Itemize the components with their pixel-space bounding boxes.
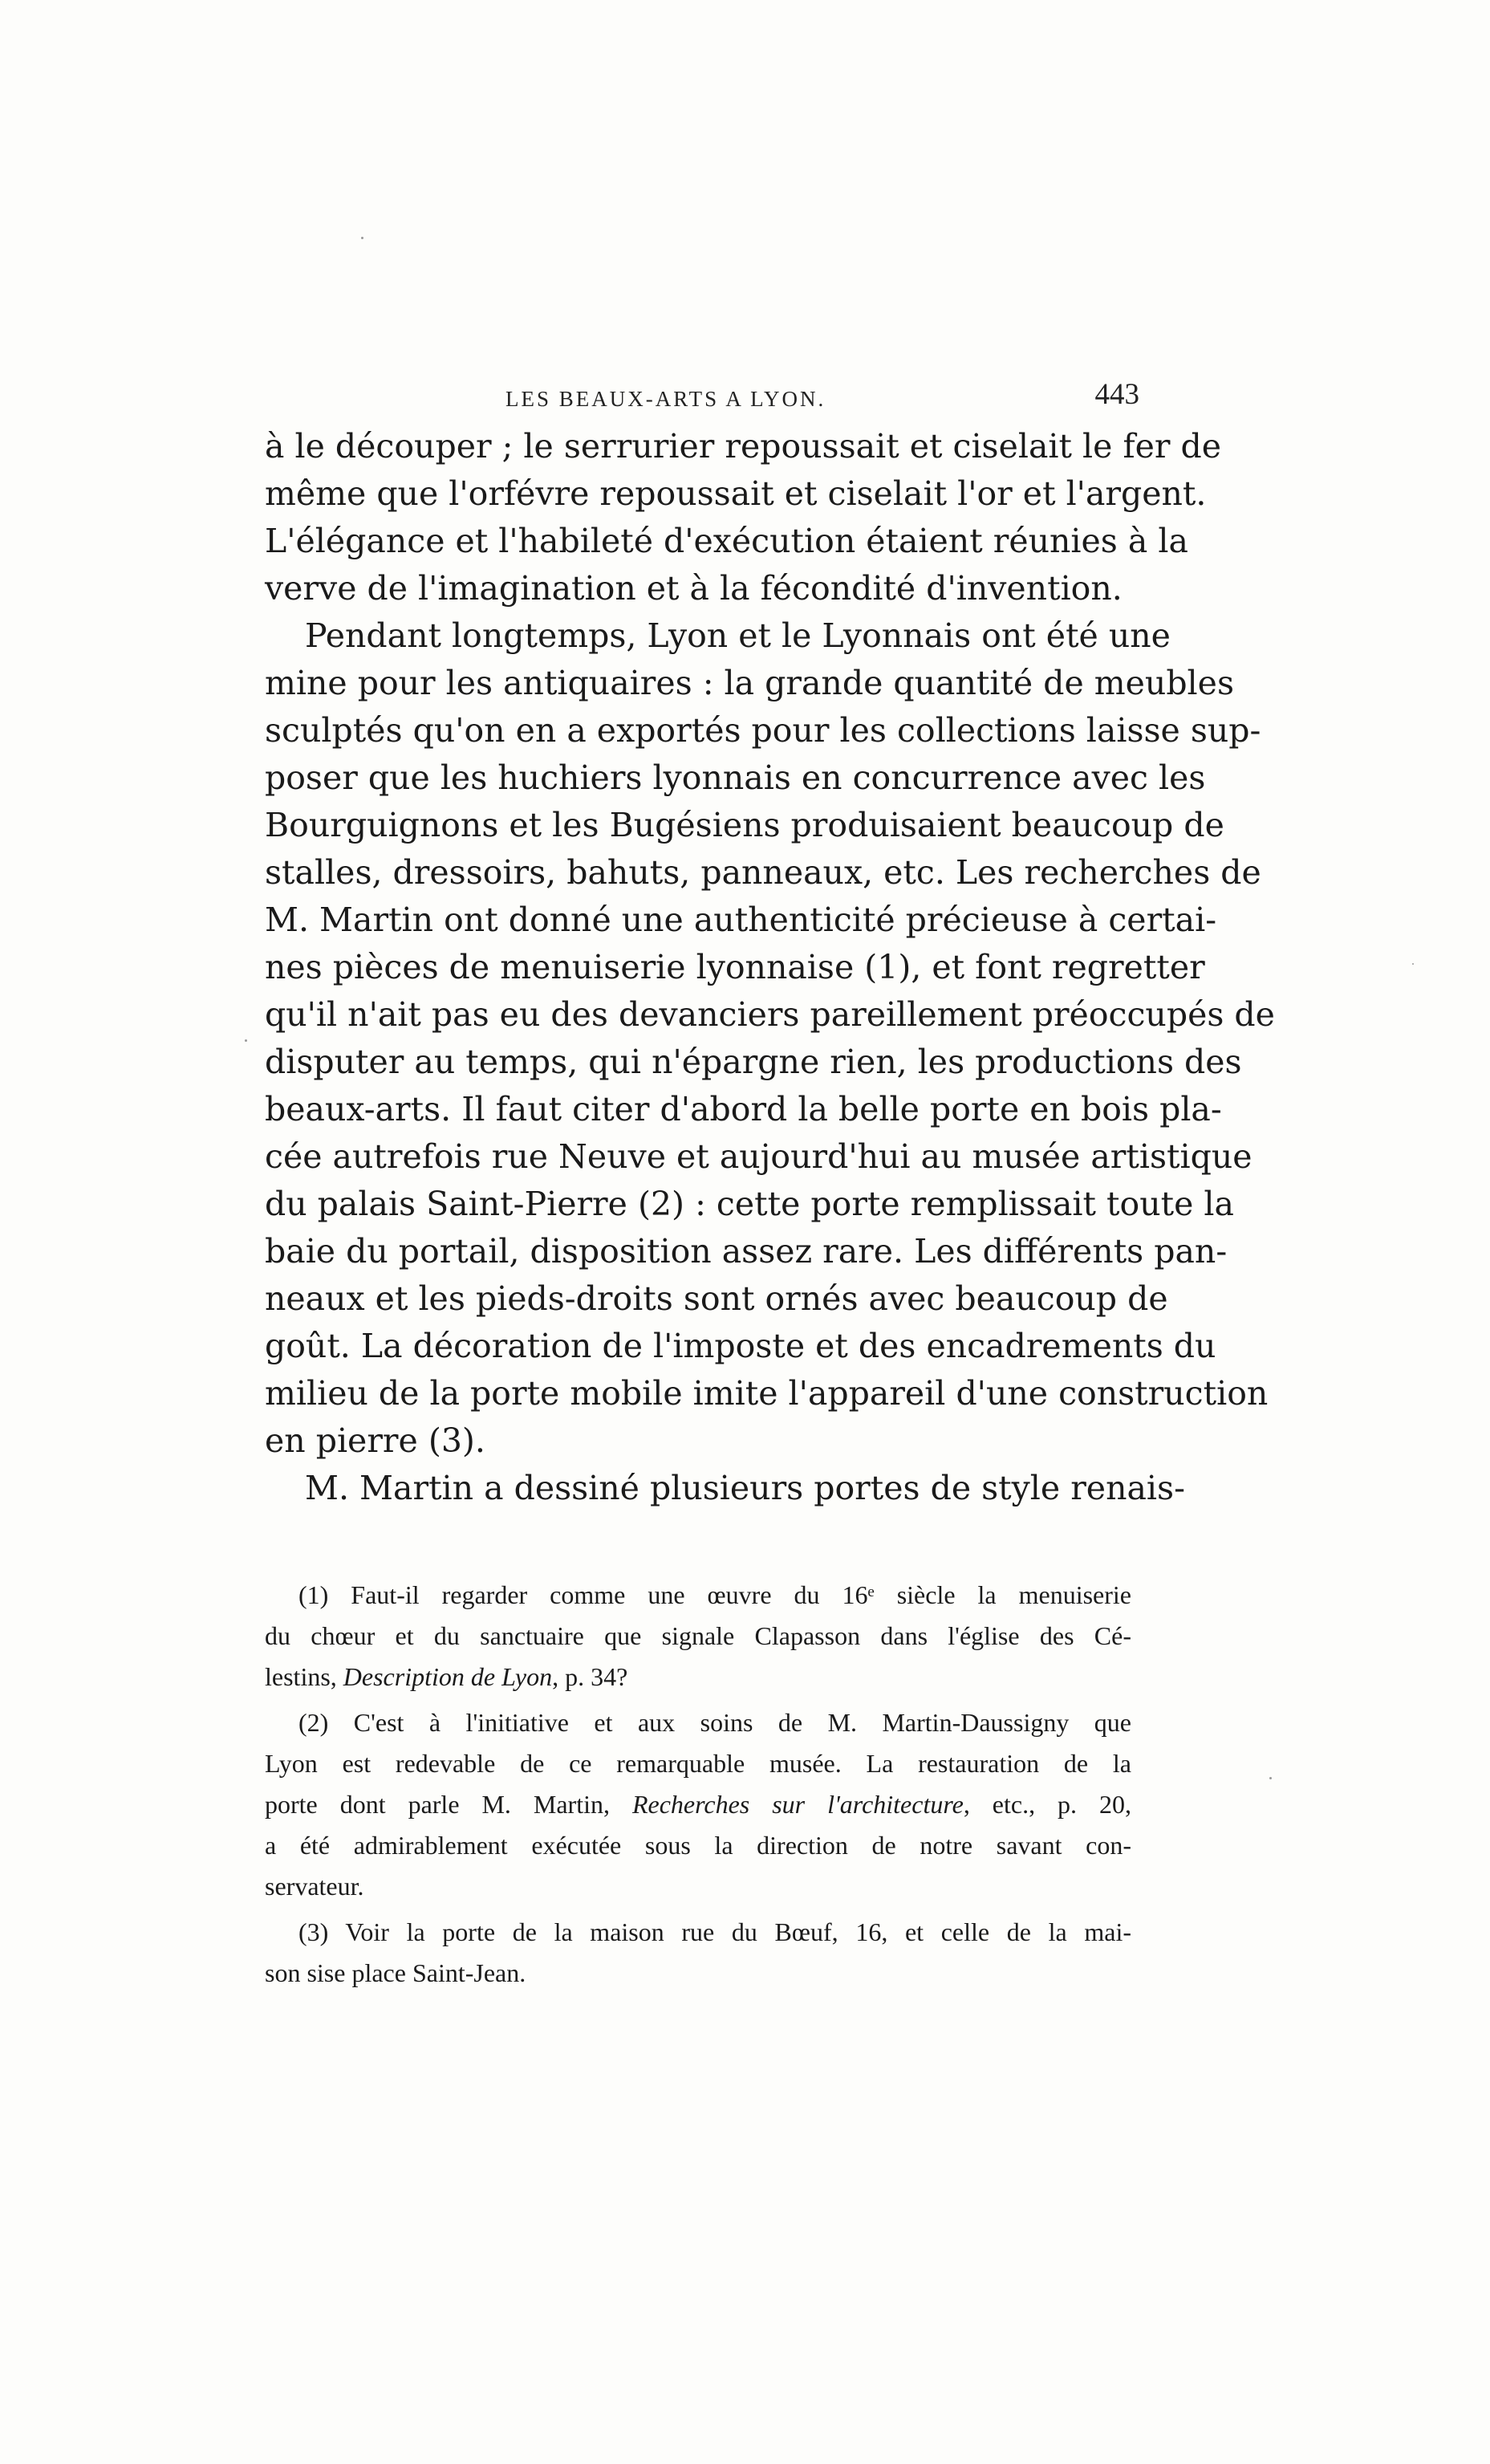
footnote-line: Lyon est redevable de ce remarquable musée. La restauration de la xyxy=(265,1749,1131,1778)
running-title: LES BEAUX-ARTS A LYON. xyxy=(505,387,826,411)
book-title-citation: Recherches sur l'architecture xyxy=(631,1790,964,1819)
text-line: verve de l'imagination et à la fécondité d'invention. xyxy=(265,569,1123,608)
text-line: L'élégance et l'habileté d'exécution étaient réunies à la xyxy=(265,522,1188,560)
text-line: neaux et les pieds-droits sont ornés avec beaucoup de xyxy=(265,1279,1168,1318)
text-line: qu'il n'ait pas eu des devanciers pareillement préoccupés de xyxy=(265,995,1275,1034)
main-text xyxy=(265,423,1275,1512)
text-line: sculptés qu'on en a exportés pour les collections laisse sup- xyxy=(265,711,1261,750)
text-line: disputer au temps, qui n'épargne rien, les productions des xyxy=(265,1043,1242,1081)
text-line: beaux-arts. Il faut citer d'abord la belle porte en bois pla- xyxy=(265,1090,1222,1128)
paper-speck xyxy=(1412,963,1414,965)
paper-speck xyxy=(245,1039,247,1042)
text-line: M. Martin ont donné une authenticité précieuse à certai- xyxy=(265,901,1217,939)
text-line: goût. La décoration de l'imposte et des encadrements du xyxy=(265,1327,1216,1365)
text-line: milieu de la porte mobile imite l'appareil d'une construction xyxy=(265,1374,1269,1413)
text-line: du palais Saint-Pierre (2) : cette porte remplissait toute la xyxy=(265,1185,1234,1223)
footnote-line xyxy=(265,1657,1131,1698)
page-header xyxy=(265,371,1155,419)
text-line: Bourguignons et les Bugésiens produisaient beaucoup de xyxy=(265,806,1224,844)
footnote-text: , p. 34? xyxy=(552,1662,628,1691)
text-line: poser que les huchiers lyonnais en concurrence avec les xyxy=(265,758,1206,797)
footnote-line: du chœur et du sanctuaire que signale Clapasson dans l'église des Cé- xyxy=(265,1621,1131,1650)
footnote-3 xyxy=(265,1912,1131,1994)
text-line: mine pour les antiquaires : la grande quantité de meubles xyxy=(265,664,1234,702)
page-number: 443 xyxy=(1094,378,1139,411)
text-line: cée autrefois rue Neuve et aujourd'hui au musée artistique xyxy=(265,1137,1252,1176)
footnote-line: servateur. xyxy=(265,1872,364,1901)
text-line: à le découper ; le serrurier repoussait et ciselait le fer de xyxy=(265,427,1222,466)
footnote-line: son sise place Saint-Jean. xyxy=(265,1958,526,1987)
paper-speck xyxy=(1269,1777,1272,1779)
footnote-line xyxy=(265,1784,1131,1825)
footnote-line: a été admirablement exécutée sous la direction de notre savant con- xyxy=(265,1831,1131,1860)
footnotes xyxy=(265,1575,1131,1994)
text-line: nes pièces de menuiserie lyonnaise (1), et font regretter xyxy=(265,948,1205,986)
text-line: baie du portail, disposition assez rare. Les différents pan- xyxy=(265,1232,1228,1271)
footnote-line: (3) Voir la porte de la maison rue du Bœuf, 16, et celle de la mai- xyxy=(298,1917,1131,1946)
footnote-text: porte dont parle M. Martin, xyxy=(265,1790,632,1819)
text-line: Pendant longtemps, Lyon et le Lyonnais ont été une xyxy=(305,616,1171,655)
footnote-line: (1) Faut-il regarder comme une œuvre du 16ᵉ siècle la menuiserie xyxy=(298,1580,1131,1609)
footnote-2 xyxy=(265,1702,1131,1907)
footnote-1 xyxy=(265,1575,1131,1698)
text-line: même que l'orfévre repoussait et ciselait l'or et l'argent. xyxy=(265,474,1207,513)
text-line: stalles, dressoirs, bahuts, panneaux, etc. Les recherches de xyxy=(265,853,1261,892)
text-line: M. Martin a dessiné plusieurs portes de style renais- xyxy=(305,1469,1185,1507)
paper-speck xyxy=(361,237,363,239)
text-line: en pierre (3). xyxy=(265,1421,485,1460)
footnote-line: (2) C'est à l'initiative et aux soins de M. Martin-Daussigny que xyxy=(298,1708,1131,1737)
book-title-citation: Description de Lyon xyxy=(343,1662,553,1691)
footnote-text: , etc., p. 20, xyxy=(963,1790,1132,1819)
footnote-text: lestins, xyxy=(265,1662,343,1691)
